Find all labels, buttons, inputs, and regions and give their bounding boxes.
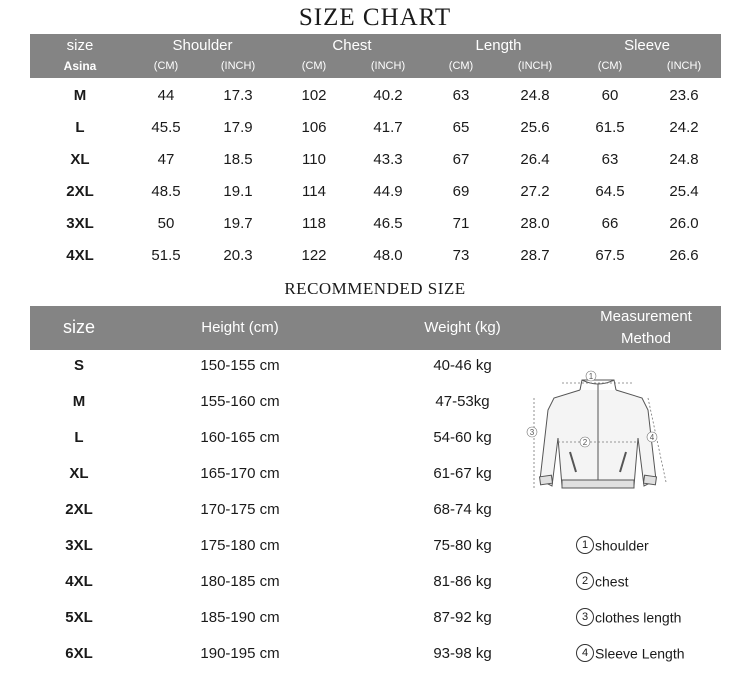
- size-chart-cell: 45.5: [151, 119, 181, 136]
- diagram-label-2: 2: [582, 438, 588, 447]
- recommended-weight: 40-46 kg: [433, 357, 492, 374]
- legend-label: Sleeve Length: [595, 645, 685, 662]
- size-chart-cell: 122: [301, 247, 327, 264]
- recommended-weight: 93-98 kg: [433, 645, 492, 662]
- header-method-line2: Method: [620, 330, 672, 347]
- recommended-weight: 87-92 kg: [433, 609, 492, 626]
- jacket-measurement-diagram: [518, 368, 678, 508]
- size-chart-cell: 17.3: [223, 87, 253, 104]
- size-chart-cell: 47: [157, 151, 175, 168]
- legend-label: shoulder: [595, 537, 649, 554]
- recommended-weight: 68-74 kg: [433, 501, 492, 518]
- size-chart-cell: 25.6: [520, 119, 550, 136]
- recommended-weight: 81-86 kg: [433, 573, 492, 590]
- size-chart-cell: 50: [157, 215, 175, 232]
- recommended-size-label: 4XL: [65, 573, 93, 590]
- size-chart-cell: 23.6: [669, 87, 699, 104]
- legend-chest: [576, 572, 628, 590]
- recommended-size-label: 5XL: [65, 609, 93, 626]
- header-size: size: [66, 37, 94, 54]
- size-label: 4XL: [66, 247, 94, 264]
- size-chart-cell: 28.7: [520, 247, 550, 264]
- size-chart-cell: 48.0: [373, 247, 403, 264]
- size-chart-title: SIZE CHART: [298, 4, 452, 31]
- size-chart-cell: 19.1: [223, 183, 253, 200]
- size-chart-cell: 102: [301, 87, 327, 104]
- recommended-height: 190-195 cm: [200, 645, 280, 662]
- recommended-size-label: S: [73, 357, 84, 374]
- unit-inch: (INCH): [370, 60, 406, 72]
- recommended-size-label: 3XL: [65, 537, 93, 554]
- recommended-height: 185-190 cm: [200, 609, 280, 626]
- legend-number: 1: [576, 536, 594, 554]
- header-length: Length: [475, 37, 522, 54]
- size-chart-cell: 65: [452, 119, 470, 136]
- recommended-header: [30, 306, 721, 350]
- unit-cm: (CM): [153, 60, 179, 72]
- header-height: Height (cm): [201, 319, 279, 336]
- size-label: L: [75, 119, 85, 136]
- size-chart-row: [30, 176, 721, 208]
- size-chart-cell: 71: [452, 215, 470, 232]
- legend-number: 4: [576, 644, 594, 662]
- recommended-size-label: L: [74, 429, 84, 446]
- header-shoulder: Shoulder: [172, 37, 233, 54]
- legend-label: chest: [595, 573, 629, 590]
- header-chest: Chest: [332, 37, 372, 54]
- diagram-label-4: 4: [649, 433, 655, 442]
- size-label: 3XL: [66, 215, 94, 232]
- recommended-size-label: 6XL: [65, 645, 93, 662]
- size-label: XL: [70, 151, 90, 168]
- header-brand: Asina: [63, 59, 97, 73]
- header-size: size: [62, 317, 95, 337]
- size-chart-cell: 28.0: [520, 215, 550, 232]
- diagram-label-1: 1: [588, 372, 594, 381]
- recommended-weight: 61-67 kg: [433, 465, 492, 482]
- size-chart-cell: 19.7: [223, 215, 253, 232]
- size-chart-row: [30, 80, 721, 112]
- size-chart-cell: 66: [601, 215, 619, 232]
- size-chart-cell: 26.4: [520, 151, 550, 168]
- size-chart-cell: 20.3: [223, 247, 253, 264]
- recommended-height: 150-155 cm: [200, 357, 280, 374]
- recommended-size-label: 2XL: [65, 501, 93, 518]
- size-chart-cell: 24.8: [669, 151, 699, 168]
- size-chart-cell: 118: [302, 215, 326, 232]
- unit-cm: (CM): [301, 60, 327, 72]
- size-chart-cell: 46.5: [373, 215, 403, 232]
- size-chart-cell: 17.9: [223, 119, 253, 136]
- size-chart-cell: 110: [302, 151, 326, 168]
- size-chart-cell: 44: [157, 87, 175, 104]
- unit-cm: (CM): [597, 60, 623, 72]
- size-chart-cell: 24.2: [669, 119, 699, 136]
- size-chart-row: [30, 144, 721, 176]
- legend-sleeve-length: [576, 644, 685, 662]
- header-method-line1: Measurement: [600, 308, 692, 325]
- unit-cm: (CM): [448, 60, 474, 72]
- size-chart-cell: 73: [452, 247, 470, 264]
- recommended-height: 165-170 cm: [200, 465, 280, 482]
- size-chart-cell: 27.2: [520, 183, 550, 200]
- size-chart-cell: 114: [302, 183, 326, 200]
- unit-inch: (INCH): [666, 60, 702, 72]
- size-chart-row: [30, 240, 721, 272]
- legend-number: 2: [576, 572, 594, 590]
- size-chart-cell: 25.4: [669, 183, 699, 200]
- legend-number: 3: [576, 608, 594, 626]
- size-label: M: [73, 87, 87, 104]
- recommended-height: 170-175 cm: [200, 501, 280, 518]
- size-chart-cell: 51.5: [151, 247, 181, 264]
- recommended-size-label: M: [72, 393, 86, 410]
- size-chart-header: [30, 34, 721, 78]
- recommended-height: 180-185 cm: [200, 573, 280, 590]
- recommended-height: 160-165 cm: [200, 429, 280, 446]
- recommended-height: 175-180 cm: [200, 537, 280, 554]
- size-chart-cell: 67.5: [595, 247, 625, 264]
- size-chart-cell: 64.5: [595, 183, 625, 200]
- recommended-weight: 54-60 kg: [433, 429, 492, 446]
- size-chart-cell: 67: [452, 151, 470, 168]
- size-chart-cell: 106: [301, 119, 327, 136]
- size-label: 2XL: [66, 183, 94, 200]
- size-chart-cell: 69: [452, 183, 470, 200]
- recommended-size-title: RECOMMENDED SIZE: [284, 279, 466, 298]
- recommended-weight: 75-80 kg: [433, 537, 492, 554]
- header-weight: Weight (kg): [424, 319, 501, 336]
- size-chart-cell: 24.8: [520, 87, 550, 104]
- size-chart-cell: 48.5: [151, 183, 181, 200]
- size-chart-cell: 44.9: [373, 183, 403, 200]
- size-chart-cell: 63: [452, 87, 470, 104]
- size-chart-cell: 26.6: [669, 247, 699, 264]
- unit-inch: (INCH): [517, 60, 553, 72]
- size-chart-cell: 40.2: [373, 87, 403, 104]
- size-chart-cell: 63: [601, 151, 619, 168]
- recommended-weight: 47-53kg: [435, 393, 490, 410]
- recommended-height: 155-160 cm: [200, 393, 280, 410]
- size-chart-cell: 18.5: [223, 151, 253, 168]
- legend-shoulder: [576, 536, 649, 554]
- legend-clothes-length: [576, 608, 681, 626]
- size-chart-row: [30, 208, 721, 240]
- unit-inch: (INCH): [220, 60, 256, 72]
- size-chart-row: [30, 112, 721, 144]
- recommended-size-label: XL: [69, 465, 89, 482]
- diagram-label-3: 3: [529, 428, 535, 437]
- size-chart-cell: 60: [601, 87, 619, 104]
- size-chart-cell: 26.0: [669, 215, 699, 232]
- legend-label: clothes length: [595, 609, 682, 626]
- size-chart-cell: 43.3: [373, 151, 403, 168]
- header-sleeve: Sleeve: [624, 37, 670, 54]
- size-chart-cell: 41.7: [373, 119, 403, 136]
- size-chart-cell: 61.5: [595, 119, 625, 136]
